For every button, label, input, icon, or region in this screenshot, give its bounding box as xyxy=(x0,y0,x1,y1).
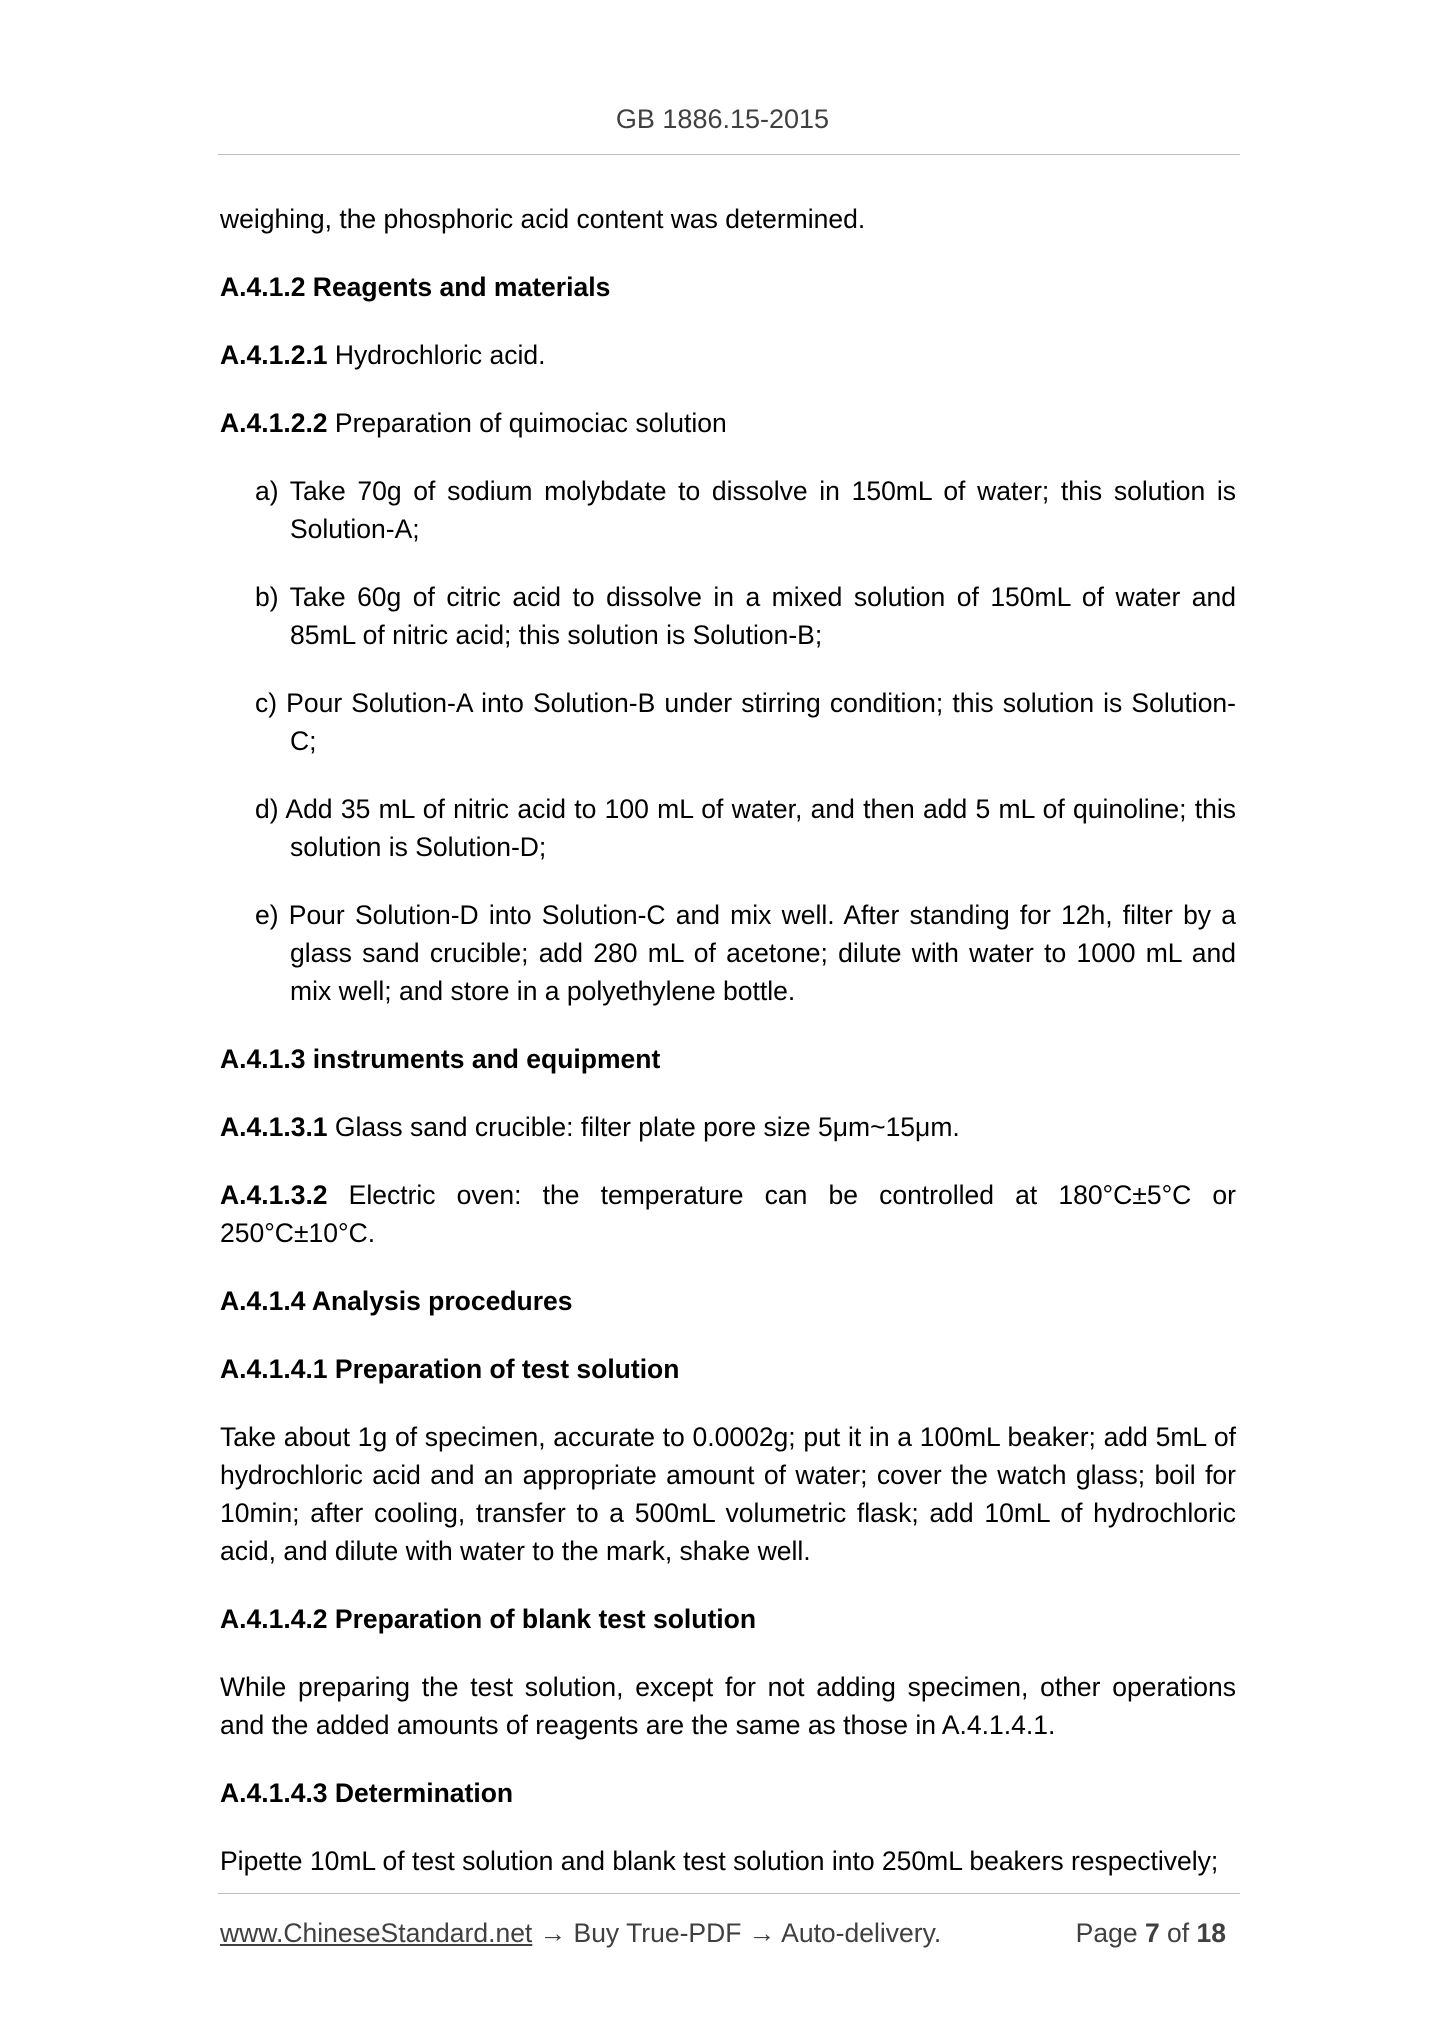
paragraph-a4142: While preparing the test solution, except for not adding specimen, other operations and the added amounts of reagents are the same as those in A.4.1.4.1. xyxy=(220,1672,1236,1740)
promo-text: → Buy True-PDF → Auto-delivery. xyxy=(532,1918,942,1948)
paragraph-a4141: Take about 1g of specimen, accurate to 0.0002g; put it in a 100mL beaker; add 5mL of hydrochloric acid and an appropriate amount of water; cover the watch glass; boil for 10min; after cooling, transfer to a 500mL volumetric flask; add 10mL of hydrochloric acid, and dilute with water to the mark, shake well. xyxy=(220,1422,1236,1566)
section-heading-a414: A.4.1.4 Analysis procedures xyxy=(220,1286,573,1316)
list-item-e: e) Pour Solution-D into Solution-C and mix well. After standing for 12h, filter by a glass sand crucible; add 280 mL of acetone; dilute with water to 1000 mL and mix well; and store in a polyethylene bottle. xyxy=(255,900,1236,1006)
clause-text: Glass sand crucible: filter plate pore size 5μm~15μm. xyxy=(327,1112,960,1142)
clause-number: A.4.1.3.2 xyxy=(220,1180,328,1210)
document-id-header: GB 1886.15-2015 xyxy=(615,104,830,134)
clause-number: A.4.1.2.2 xyxy=(220,408,328,438)
page-content xyxy=(220,200,1236,1910)
clause-a4121 xyxy=(220,336,1236,374)
paragraph-a4143: Pipette 10mL of test solution and blank test solution into 250mL beakers respectively; xyxy=(220,1846,1219,1876)
section-heading-a4142: A.4.1.4.2 Preparation of blank test solution xyxy=(220,1604,757,1634)
page-footer xyxy=(220,1918,1236,1958)
footer-divider xyxy=(218,1893,1240,1894)
clause-number: A.4.1.3.1 xyxy=(220,1112,328,1142)
list-item-b: b) Take 60g of citric acid to dissolve in a mixed solution of 150mL of water and 85mL of nitric acid; this solution is Solution-B; xyxy=(255,582,1236,650)
page-label: Page xyxy=(1075,1918,1145,1948)
clause-text: Electric oven: the temperature can be controlled at 180°C±5°C or 250°C±10°C. xyxy=(220,1180,1236,1248)
page-number: 7 xyxy=(1144,1918,1160,1948)
of-label: of xyxy=(1159,1918,1197,1948)
section-heading-a413: A.4.1.3 instruments and equipment xyxy=(220,1044,661,1074)
clause-a4122 xyxy=(220,404,1236,442)
website-link[interactable]: www.ChineseStandard.net xyxy=(220,1918,533,1948)
clause-a4132 xyxy=(220,1176,1236,1252)
section-heading-a4143: A.4.1.4.3 Determination xyxy=(220,1778,514,1808)
clause-text: Preparation of quimociac solution xyxy=(327,408,727,438)
clause-text: Hydrochloric acid. xyxy=(327,340,546,370)
list-item-c: c) Pour Solution-A into Solution-B under stirring condition; this solution is Solution-C; xyxy=(255,688,1236,756)
footer-promo xyxy=(220,1918,941,1949)
clause-a4131 xyxy=(220,1108,1236,1146)
page-indicator xyxy=(1076,1918,1226,1949)
list-item-a: a) Take 70g of sodium molybdate to dissolve in 150mL of water; this solution is Solution-A; xyxy=(255,476,1236,544)
clause-number: A.4.1.2.1 xyxy=(220,340,328,370)
section-heading-a412: A.4.1.2 Reagents and materials xyxy=(220,272,611,302)
list-item-d: d) Add 35 mL of nitric acid to 100 mL of water, and then add 5 mL of quinoline; this solution is Solution-D; xyxy=(255,794,1236,862)
section-heading-a4141: A.4.1.4.1 Preparation of test solution xyxy=(220,1354,680,1384)
intro-paragraph: weighing, the phosphoric acid content was determined. xyxy=(220,204,866,234)
header-divider xyxy=(218,154,1240,155)
page-total: 18 xyxy=(1196,1918,1226,1948)
